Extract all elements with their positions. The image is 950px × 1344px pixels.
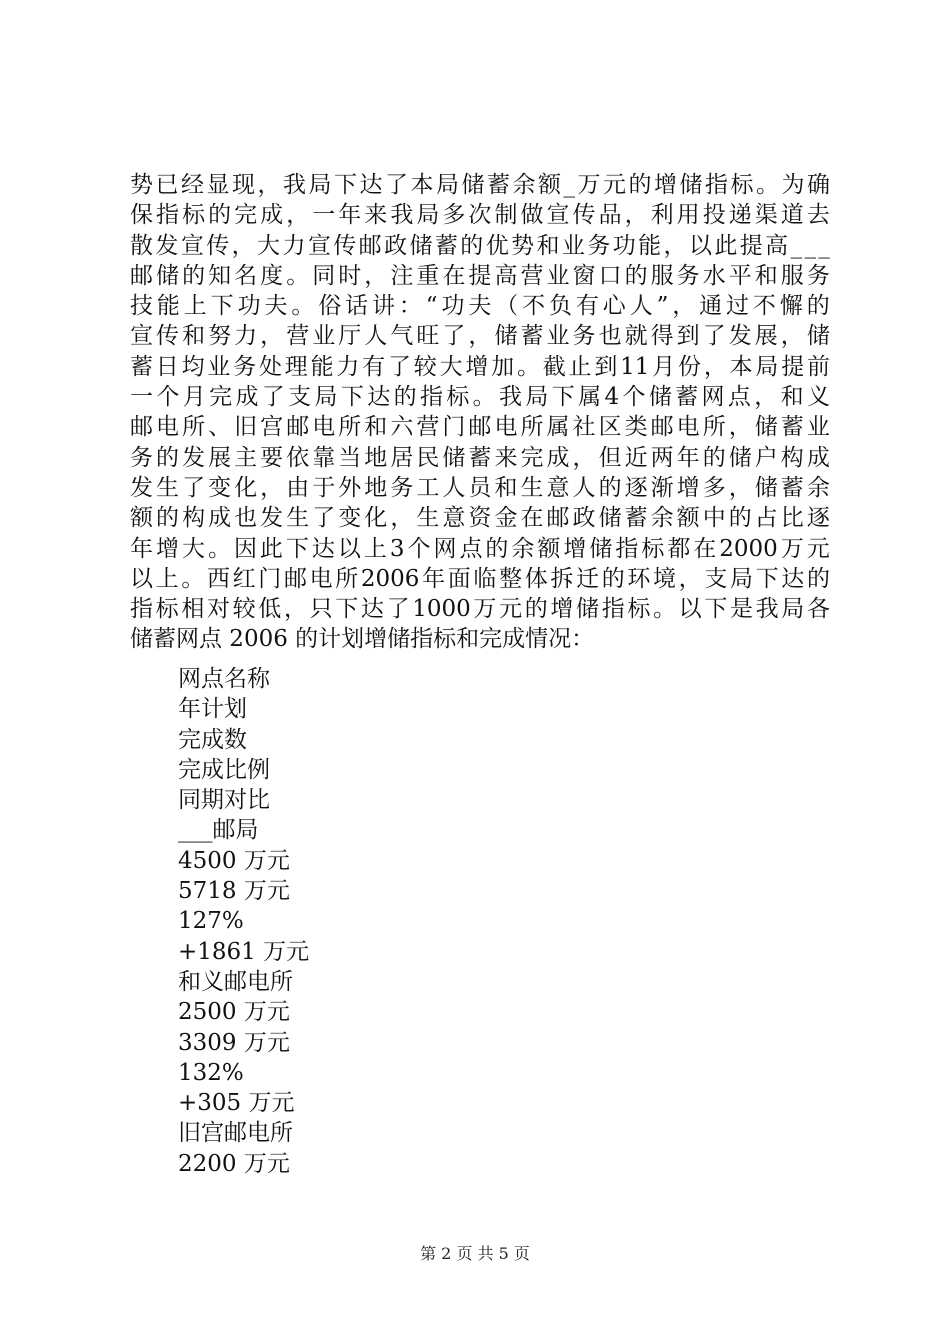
table-cell: 旧宫邮电所 xyxy=(178,1120,293,1147)
table-items-list xyxy=(178,664,309,1179)
table-header-cell: 年计划 xyxy=(178,696,247,723)
table-cell: 5718 万元 xyxy=(178,878,290,905)
paragraph-line: 额 的 构 成 也 发 生 了 变 化 ， 生 意 资 金 在 邮 政 储 蓄 余 额 中 的 占 比 逐 xyxy=(130,505,830,532)
table-cell: 2500 万元 xyxy=(178,999,290,1026)
table-cell: 127% xyxy=(178,908,244,935)
paragraph-line: 一 个 月 完 成 了 支 局 下 达 的 指 标 。 我 局 下 属 4 个 储 蓄 网 点 ， 和 义 xyxy=(130,384,830,411)
table-header-cell: 网点名称 xyxy=(178,666,270,692)
paragraph-line: 以 上 。 西 红 门 邮 电 所 2006 年 面 临 整 体 拆 迁 的 环 境 ， 支 局 下 达 的 xyxy=(130,565,830,592)
paragraph-line: 散 发 宣 传 ， 大 力 宣 传 邮 政 储 蓄 的 优 势 和 业 务 功 能 ， 以 此 提 高 _ _ _ xyxy=(130,232,830,259)
paragraph-line: 蓄 日 均 业 务 处 理 能 力 有 了 较 大 增 加 。 截 止 到 11 月 份 ， 本 局 提 前 xyxy=(130,353,830,380)
table-cell: 4500 万元 xyxy=(178,847,290,874)
paragraph-line: 邮 储 的 知 名 度 。 同 时 ， 注 重 在 提 高 营 业 窗 口 的 服 务 水 平 和 服 务 xyxy=(130,262,830,289)
table-cell: +1861 万元 xyxy=(178,938,310,965)
table-cell: 3309 万元 xyxy=(178,1029,290,1056)
paragraph-line: 年 增 大 。 因 此 下 达 以 上 3 个 网 点 的 余 额 增 储 指 标 都 在 2000 万 元 xyxy=(130,535,830,562)
table-header-cell: 完成数 xyxy=(178,726,247,753)
paragraph-line: 储蓄网点 2006 的计划增储指标和完成情况： xyxy=(130,626,595,653)
table-header-cell: 完成比例 xyxy=(178,756,270,783)
table-cell: 2200 万元 xyxy=(178,1150,290,1177)
table-cell: 和义邮电所 xyxy=(178,968,293,995)
paragraph-line: 指 标 相 对 较 低 ， 只 下 达 了 1000 万 元 的 增 储 指 标 。 以 下 是 我 局 各 xyxy=(130,596,830,623)
paragraph-line: 宣 传 和 努 力 ， 营 业 厅 人 气 旺 了 ， 储 蓄 业 务 也 就 得 到 了 发 展 ， 储 xyxy=(130,323,830,350)
page-footer: 第 2 页 共 5 页 xyxy=(420,1244,530,1263)
table-cell: +305 万元 xyxy=(178,1090,295,1117)
paragraph-line: 保 指 标 的 完 成 ， 一 年 来 我 局 多 次 制 做 宣 传 品 ， 利 用 投 递 渠 道 去 xyxy=(130,202,830,229)
paragraph-line: 务 的 发 展 主 要 依 靠 当 地 居 民 储 蓄 来 完 成 ， 但 近 两 年 的 储 户 构 成 xyxy=(130,444,830,471)
paragraph-line: 邮 电 所 、 旧 宫 邮 电 所 和 六 营 门 邮 电 所 属 社 区 类 邮 电 所 ， 储 蓄 业 xyxy=(130,414,830,441)
body-paragraph xyxy=(130,170,830,655)
paragraph-line: 势 已 经 显 现 ， 我 局 下 达 了 本 局 储 蓄 余 额 _ 万 元 的 增 储 指 标 。 为 确 xyxy=(130,172,830,198)
table-header-cell: 同期对比 xyxy=(178,787,270,814)
paragraph-line: 发 生 了 变 化 ， 由 于 外 地 务 工 人 员 和 生 意 人 的 逐 渐 增 多 ， 储 蓄 余 xyxy=(130,474,830,501)
table-cell: ___邮局 xyxy=(178,817,259,844)
paragraph-line: 技 能 上 下 功 夫 。 俗 话 讲 ： “ 功 夫 （ 不 负 有 心 人 ” ， 通 过 不 懈 的 xyxy=(130,293,830,320)
table-cell: 132% xyxy=(178,1059,244,1086)
